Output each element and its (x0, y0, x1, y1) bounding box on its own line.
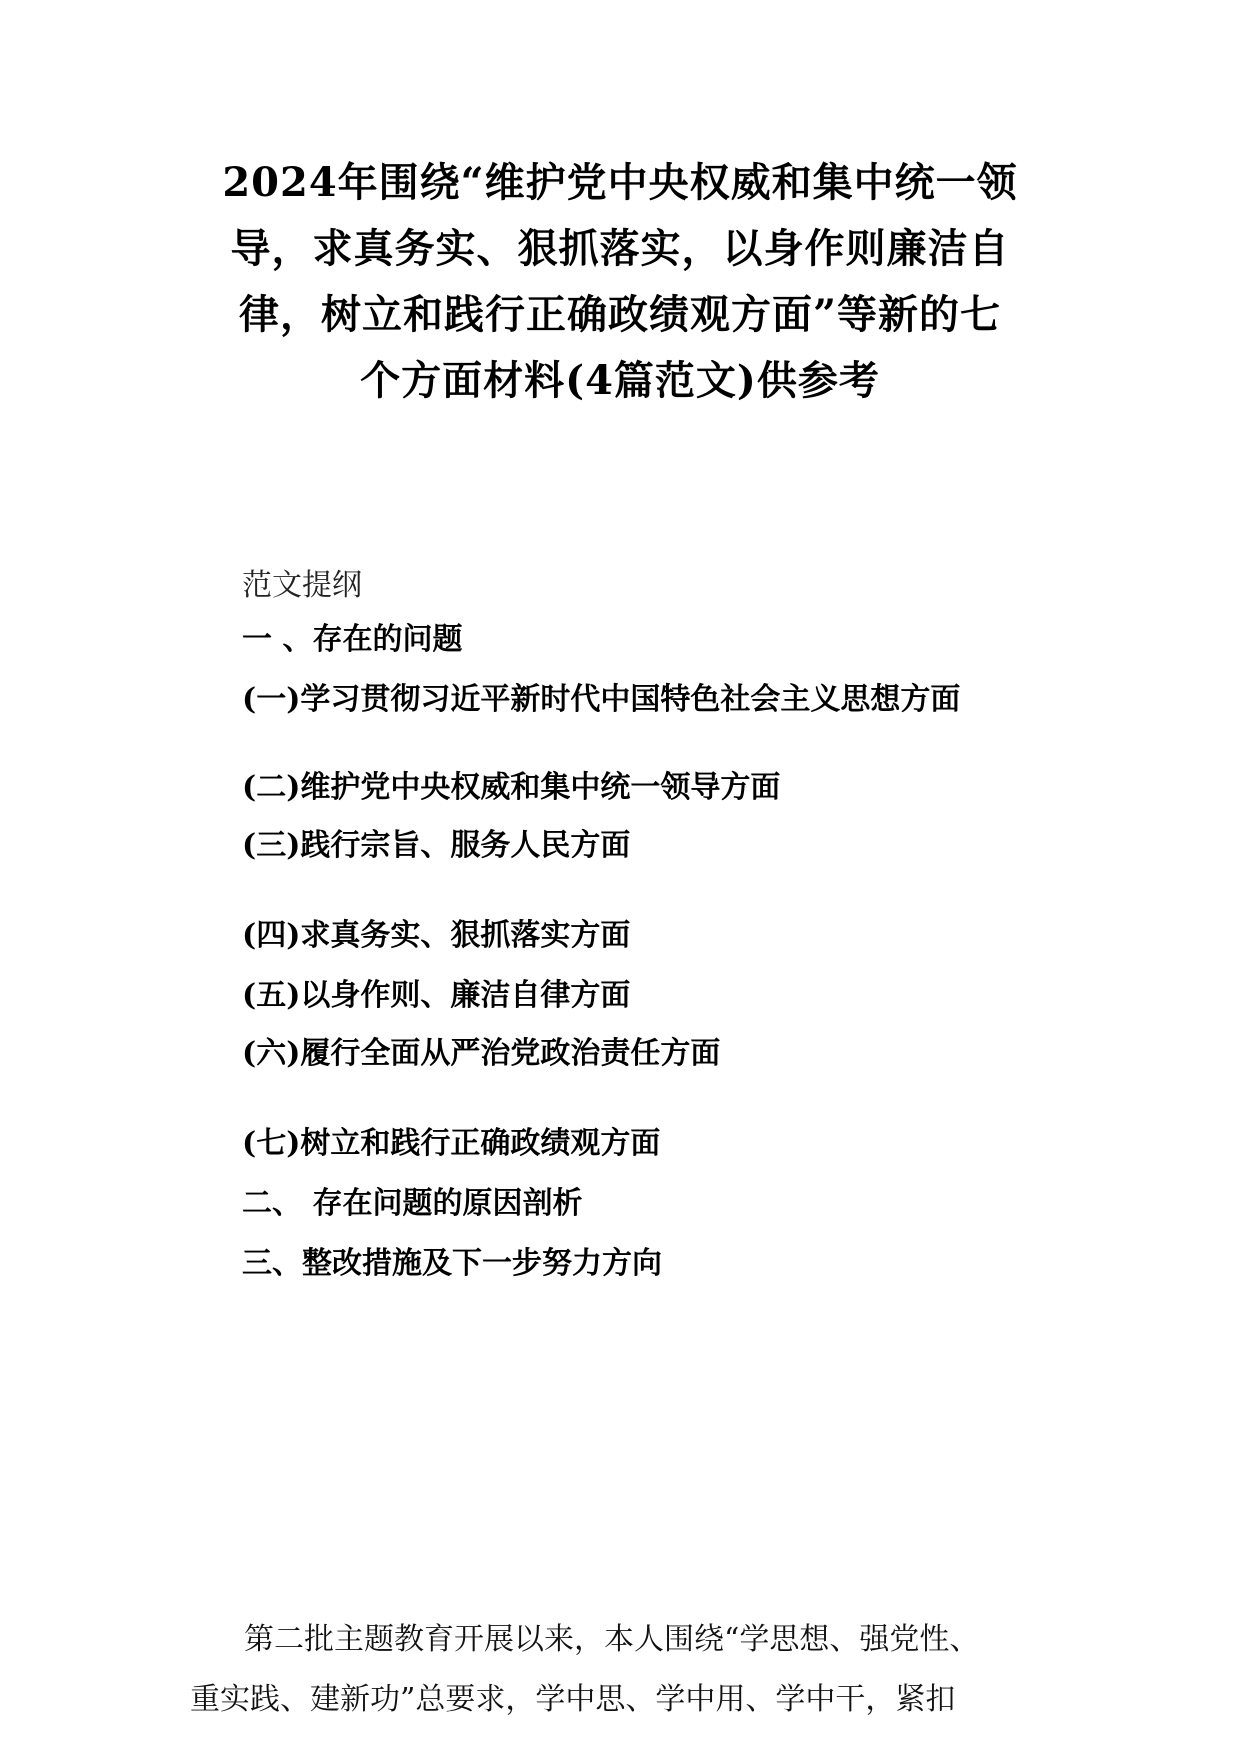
outline-item-7: (七)树立和践行正确政绩观方面 (242, 1126, 661, 1161)
title-line-4: 个方面材料(4篇范文)供参考 (360, 357, 880, 404)
outline-item-4: (四)求真务实、狠抓落实方面 (242, 918, 631, 953)
title-line-2: 导，求真务实、狠抓落实，以身作则廉洁自 (230, 225, 1010, 272)
document-title (180, 150, 1060, 414)
outline-item-6: (六)履行全面从严治党政治责任方面 (242, 1036, 721, 1071)
outline-heading: 范文提纲 (242, 568, 362, 603)
title-line-1: 2024年围绕“维护党中央权威和集中统一领 (222, 159, 1018, 206)
outline-item-cause-analysis: 二、 存在问题的原因剖析 (242, 1186, 583, 1221)
outline-item-1: (一)学习贯彻习近平新时代中国特色社会主义思想方面 (242, 682, 961, 717)
intro-line-1: 第二批主题教育开展以来，本人围绕“学思想、强党性、 (244, 1622, 980, 1657)
outline-item-5: (五)以身作则、廉洁自律方面 (242, 978, 631, 1013)
outline-item-problems: 一 、存在的问题 (242, 622, 463, 657)
outline-item-rectification: 三、整改措施及下一步努力方向 (242, 1246, 662, 1281)
intro-line-2: 重实践、建新功”总要求，学中思、学中用、学中干，紧扣 (190, 1682, 956, 1717)
outline-item-2: (二)维护党中央权威和集中统一领导方面 (242, 770, 781, 805)
title-line-3: 律，树立和践行正确政绩观方面”等新的七 (238, 291, 1001, 338)
outline-item-3: (三)践行宗旨、服务人民方面 (242, 828, 631, 863)
intro-paragraph (190, 1610, 1050, 1730)
